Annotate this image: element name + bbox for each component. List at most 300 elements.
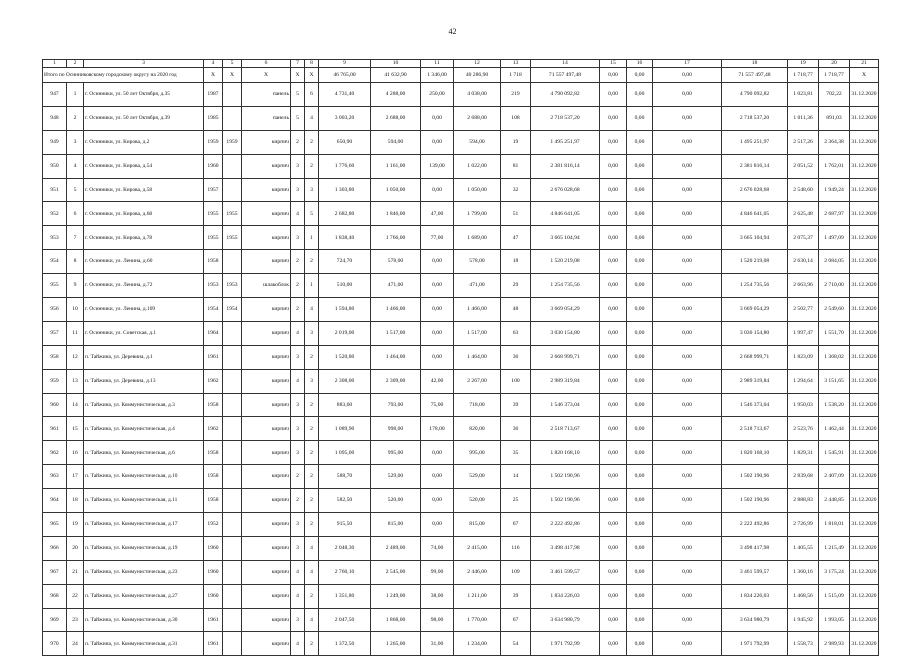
table-cell: 0,00 (653, 584, 722, 608)
column-number-cell: 6 (242, 60, 291, 68)
column-number-cell: 8 (305, 60, 319, 68)
table-cell: 2 517,26 (788, 130, 819, 154)
table-cell: 0,00 (653, 106, 722, 130)
table-cell: 965 (43, 513, 67, 537)
table-cell: 36 (501, 417, 531, 441)
table-cell (223, 393, 242, 417)
table-cell: 956 (43, 298, 67, 322)
table-cell: 0,00 (627, 417, 653, 441)
table-cell: 1964 (204, 321, 223, 345)
table-cell: 2 (305, 250, 319, 274)
table-row (43, 489, 879, 513)
column-number-cell: 1 (43, 60, 67, 68)
table-row (43, 154, 879, 178)
table-cell: 48 (501, 298, 531, 322)
table-cell: 4 038,00 (454, 83, 501, 107)
table-cell: панель (242, 106, 291, 130)
table-cell: 1 868,00 (371, 608, 421, 632)
table-cell: 0,00 (600, 513, 627, 537)
address-cell: п. Тайжина, ул. Коммунистическая, д.17 (84, 513, 204, 537)
table-cell: 3 461 599,57 (722, 560, 788, 584)
table-cell: 0,00 (653, 202, 722, 226)
table-cell: 2 548,60 (788, 178, 819, 202)
table-cell: 31.12.2020 (850, 369, 879, 393)
table-cell: 31.12.2020 (850, 345, 879, 369)
table-cell: 1959 (204, 130, 223, 154)
table-cell: 3 (291, 536, 305, 560)
table-cell: 0,00 (600, 321, 627, 345)
table-cell: 3 (291, 226, 305, 250)
table-cell: 2 726,99 (788, 513, 819, 537)
table-row (43, 608, 879, 632)
table-cell: 820,00 (454, 417, 501, 441)
table-cell: 529,00 (371, 465, 421, 489)
table-cell: 4 846 641,05 (722, 202, 788, 226)
table-cell: 1961 (204, 608, 223, 632)
table-cell: 4 846 641,05 (531, 202, 600, 226)
table-cell: 1958 (204, 465, 223, 489)
total-cell: 1 346,00 (421, 68, 454, 83)
table-cell: 31.12.2020 (850, 226, 879, 250)
table-cell: 951 (43, 178, 67, 202)
table-cell: 0,00 (653, 345, 722, 369)
table-cell: 2 668 999,71 (722, 345, 788, 369)
table-row (43, 202, 879, 226)
table-cell: 2 047,50 (319, 608, 371, 632)
table-cell: 1 820 168,10 (722, 441, 788, 465)
table-cell: 13 (67, 369, 84, 393)
table-cell: 4 790 092,82 (531, 83, 600, 107)
table-cell: 100 (501, 369, 531, 393)
table-cell: 2 549,60 (819, 298, 850, 322)
table-cell: 1 468,56 (788, 584, 819, 608)
table-cell: кирпич (242, 393, 291, 417)
column-number-cell: 15 (600, 60, 627, 68)
table-cell: 0,00 (627, 608, 653, 632)
table-cell: 582,50 (319, 489, 371, 513)
table-cell: 36 (501, 345, 531, 369)
table-cell: 1958 (204, 441, 223, 465)
table-cell: 2 676 028,68 (531, 178, 600, 202)
table-cell: 54 (501, 632, 531, 656)
table-cell: 1 405,55 (788, 536, 819, 560)
table-cell: 957 (43, 321, 67, 345)
table-cell: 1 497,09 (819, 226, 850, 250)
table-cell: 109 (501, 560, 531, 584)
table-cell: 2 989 319,84 (531, 369, 600, 393)
table-cell: 0,00 (627, 178, 653, 202)
table-cell: 2 888,83 (788, 489, 819, 513)
table-cell: 0,00 (600, 632, 627, 656)
table-cell: 0,00 (653, 417, 722, 441)
address-cell: п. Тайжина, ул. Деревина, д.1 (84, 345, 204, 369)
table-cell: 31.12.2020 (850, 154, 879, 178)
table-cell: 0,00 (600, 250, 627, 274)
table-cell: 1 520 219,08 (531, 250, 600, 274)
column-number-cell: 14 (531, 60, 600, 68)
table-cell: 995,00 (371, 441, 421, 465)
table-cell: 1 538,20 (819, 393, 850, 417)
table-cell (223, 441, 242, 465)
address-cell: г. Осинники, ул. Кирова, д.54 (84, 154, 204, 178)
table-cell: 31.12.2020 (850, 298, 879, 322)
table-cell: 702,22 (819, 83, 850, 107)
table-cell: кирпич (242, 298, 291, 322)
table-cell: 42,00 (421, 369, 454, 393)
table-cell: 0,00 (653, 154, 722, 178)
table-cell: 947 (43, 83, 67, 107)
column-number-cell: 20 (819, 60, 850, 68)
table-cell: 3 669 054,29 (531, 298, 600, 322)
table-cell: 0,00 (653, 489, 722, 513)
table-cell: 3 151,65 (819, 369, 850, 393)
table-cell: 520,00 (454, 489, 501, 513)
total-cell: X (850, 68, 879, 83)
table-cell: 2 448,85 (819, 489, 850, 513)
table-row (43, 83, 879, 107)
address-cell: г. Осинники, ул. Советская, д.1 (84, 321, 204, 345)
table-cell: 2 989,93 (819, 632, 850, 656)
table-cell (223, 369, 242, 393)
table-cell: 1962 (204, 417, 223, 441)
total-cell: 0,00 (627, 68, 653, 83)
table-cell: 0,00 (627, 106, 653, 130)
table-cell: 0,00 (600, 417, 627, 441)
table-cell: 2 381 816,14 (531, 154, 600, 178)
table-cell: 0,00 (627, 130, 653, 154)
table-cell: 3 (291, 417, 305, 441)
table-cell: 1 (305, 274, 319, 298)
table-cell: 7 (67, 226, 84, 250)
table-cell: кирпич (242, 202, 291, 226)
table-cell: 578,00 (371, 250, 421, 274)
table-cell: 948 (43, 106, 67, 130)
table-cell: 0,00 (627, 393, 653, 417)
table-cell: 67 (501, 608, 531, 632)
column-number-cell: 19 (788, 60, 819, 68)
table-cell: 4 (291, 369, 305, 393)
table-row (43, 226, 879, 250)
table-row (43, 393, 879, 417)
table-cell: 0,00 (653, 465, 722, 489)
table-row (43, 536, 879, 560)
table-cell: 1 520,80 (319, 345, 371, 369)
total-cell: 71 557 497,48 (531, 68, 600, 83)
table-row (43, 584, 879, 608)
table-cell: 2 710,00 (819, 274, 850, 298)
table-cell: 22 (67, 584, 84, 608)
table-cell: 75,00 (421, 393, 454, 417)
table-cell (223, 154, 242, 178)
table-cell: кирпич (242, 560, 291, 584)
page-number: 42 (448, 27, 457, 36)
table-cell (223, 489, 242, 513)
table-cell: 31.12.2020 (850, 536, 879, 560)
table-cell: 6 (67, 202, 84, 226)
table-cell: 594,00 (454, 130, 501, 154)
table-cell: 4 731,40 (319, 83, 371, 107)
table-cell: 0,00 (627, 226, 653, 250)
table-cell: 0,00 (600, 608, 627, 632)
table-cell (223, 250, 242, 274)
table-cell: 3 (291, 154, 305, 178)
table-cell: 0,00 (653, 560, 722, 584)
table-cell: 0,00 (627, 83, 653, 107)
table-cell: 2 489,00 (371, 536, 421, 560)
table-cell: 954 (43, 250, 67, 274)
table-cell: кирпич (242, 226, 291, 250)
table-cell: 1 502 190,96 (531, 465, 600, 489)
total-label: Итого по Осинниковскому городскому округу на 2020 год (43, 68, 204, 83)
table-cell: 1953 (223, 274, 242, 298)
table-cell: 1961 (204, 632, 223, 656)
table-cell: 1 303,80 (319, 178, 371, 202)
table-cell: 5 (305, 202, 319, 226)
table-cell: 3 (291, 393, 305, 417)
table-cell: кирпич (242, 154, 291, 178)
table-cell: 0,00 (600, 130, 627, 154)
table-cell: 12 (67, 345, 84, 369)
table-cell: 0,00 (600, 536, 627, 560)
table-cell: 31.12.2020 (850, 321, 879, 345)
table-cell: 20 (67, 536, 84, 560)
table-cell: 1954 (204, 298, 223, 322)
table-cell: 5 (291, 83, 305, 107)
table-cell: 0,00 (600, 154, 627, 178)
table-cell: 3 461 599,57 (531, 560, 600, 584)
column-number-cell: 12 (454, 60, 501, 68)
table-cell: 1 050,00 (371, 178, 421, 202)
address-cell: п. Тайжина, ул. Коммунистическая, д.30 (84, 608, 204, 632)
table-cell: кирпич (242, 178, 291, 202)
table-cell: 2 676 028,68 (722, 178, 788, 202)
table-cell: 1960 (204, 154, 223, 178)
table-cell (223, 560, 242, 584)
table-cell: 650,90 (319, 130, 371, 154)
table-cell: 0,00 (653, 321, 722, 345)
table-cell: 0,00 (653, 130, 722, 154)
table-cell: 0,00 (600, 202, 627, 226)
table-cell: 0,00 (421, 274, 454, 298)
table-cell: 718,00 (454, 393, 501, 417)
table-cell: 8 (67, 250, 84, 274)
table-cell: 23 (67, 608, 84, 632)
table-cell: 1 495 251,97 (531, 130, 600, 154)
table-cell: 39 (501, 584, 531, 608)
table-row (43, 465, 879, 489)
table-cell: 1 462,44 (819, 417, 850, 441)
table-cell: 2 446,00 (454, 560, 501, 584)
table-cell: 2 (305, 130, 319, 154)
table-cell: 4 (291, 321, 305, 345)
table-row (43, 274, 879, 298)
table-cell: 3 030 154,80 (722, 321, 788, 345)
table-cell: 1 818,01 (819, 513, 850, 537)
table-row (43, 513, 879, 537)
address-cell: п. Тайжина, ул. Коммунистическая, д.4 (84, 417, 204, 441)
table-cell: 2 (305, 154, 319, 178)
table-cell: 1 023,81 (788, 83, 819, 107)
table-cell: 0,00 (627, 369, 653, 393)
table-cell: 39 (501, 393, 531, 417)
address-cell: г. Осинники, ул. Кирова, д.58 (84, 178, 204, 202)
table-cell: 1960 (204, 536, 223, 560)
table-cell: 2 (305, 345, 319, 369)
table-cell: 4 (305, 298, 319, 322)
table-cell: 4 288,00 (371, 83, 421, 107)
table-cell: 1 997,47 (788, 321, 819, 345)
table-cell: 2 222 492,86 (531, 513, 600, 537)
table-cell: 0,00 (627, 274, 653, 298)
table-cell: 74,00 (421, 536, 454, 560)
table-cell (223, 513, 242, 537)
table-cell: 108 (501, 106, 531, 130)
table-cell: 2 (291, 465, 305, 489)
table-cell: 51 (501, 202, 531, 226)
table-cell: 47 (501, 226, 531, 250)
address-cell: п. Тайжина, ул. Коммунистическая, д.10 (84, 465, 204, 489)
table-cell: 510,00 (319, 274, 371, 298)
table-cell: 1 050,00 (454, 178, 501, 202)
table-cell: 1 776,60 (319, 154, 371, 178)
table-cell: 31,00 (421, 632, 454, 656)
table-cell: 1954 (223, 298, 242, 322)
table-cell: 1 294,64 (788, 369, 819, 393)
table-cell: 31.12.2020 (850, 417, 879, 441)
table-cell: кирпич (242, 536, 291, 560)
table-cell (223, 106, 242, 130)
table-cell: 16 (67, 441, 84, 465)
table-cell: 29 (501, 274, 531, 298)
table-cell: 3 (305, 178, 319, 202)
table-row (43, 632, 879, 656)
address-cell: г. Осинники, ул. Кирова, д.68 (84, 202, 204, 226)
table-row (43, 345, 879, 369)
table-cell: 1 249,00 (371, 584, 421, 608)
table-cell: 0,00 (600, 441, 627, 465)
table-cell: 1 762,01 (819, 154, 850, 178)
table-cell: 0,00 (653, 536, 722, 560)
table-cell: 1987 (204, 83, 223, 107)
table-cell: 3 003,20 (319, 106, 371, 130)
table-cell: 3 (305, 321, 319, 345)
table-cell: 950 (43, 154, 67, 178)
table-row (43, 560, 879, 584)
table-cell: 3 (291, 178, 305, 202)
table-cell: 724,70 (319, 250, 371, 274)
table-row (43, 321, 879, 345)
table-cell: 2 687,97 (819, 202, 850, 226)
table-cell: 0,00 (627, 489, 653, 513)
column-number-cell: 4 (204, 60, 223, 68)
table-cell: кирпич (242, 608, 291, 632)
table-cell: 2 (305, 584, 319, 608)
housing-register-table (42, 59, 879, 656)
table-cell: 1958 (204, 489, 223, 513)
table-cell: 1959 (223, 130, 242, 154)
table-cell: 0,00 (627, 536, 653, 560)
table-cell: 6 (305, 83, 319, 107)
table-cell: 960 (43, 393, 67, 417)
table-cell: 815,00 (454, 513, 501, 537)
table-cell: 0,00 (600, 274, 627, 298)
total-cell: X (305, 68, 319, 83)
table-cell: 77,00 (421, 226, 454, 250)
table-cell: 14 (501, 465, 531, 489)
table-cell: 1 820 168,10 (531, 441, 600, 465)
table-cell: 0,00 (600, 465, 627, 489)
table-cell (223, 632, 242, 656)
column-number-cell: 2 (67, 60, 84, 68)
table-cell: 2 523,76 (788, 417, 819, 441)
table-cell: 995,00 (454, 441, 501, 465)
total-cell: 1 718,77 (788, 68, 819, 83)
total-cell: X (204, 68, 223, 83)
table-cell: 3 634 980,79 (531, 608, 600, 632)
table-cell: 3 175,24 (819, 560, 850, 584)
table-cell: 970 (43, 632, 67, 656)
table-cell: кирпич (242, 130, 291, 154)
table-cell: 18 (67, 489, 84, 513)
table-cell: 0,00 (627, 465, 653, 489)
table-cell: 2 (305, 465, 319, 489)
table-cell: 0,00 (627, 345, 653, 369)
table-cell: 2 718 537,20 (722, 106, 788, 130)
table-cell: 9 (67, 274, 84, 298)
table-cell: 883,60 (319, 393, 371, 417)
table-cell: 891,03 (819, 106, 850, 130)
table-cell (223, 417, 242, 441)
table-cell: 0,00 (421, 513, 454, 537)
table-cell: 11 (67, 321, 84, 345)
address-cell: г. Осинники, ул. Ленина, д.60 (84, 250, 204, 274)
table-cell: 0,00 (627, 584, 653, 608)
table-cell: 2 668 999,71 (531, 345, 600, 369)
table-cell: 31.12.2020 (850, 608, 879, 632)
table-cell: 2 (291, 298, 305, 322)
table-cell: 3 498 417,98 (722, 536, 788, 560)
table-cell: 594,00 (371, 130, 421, 154)
table-cell: 2 075,37 (788, 226, 819, 250)
table-cell: кирпич (242, 369, 291, 393)
table-cell: 2 308,00 (319, 369, 371, 393)
table-cell: 2 (67, 106, 84, 130)
table-cell: 0,00 (653, 393, 722, 417)
table-cell: 1 466,00 (371, 298, 421, 322)
table-cell: 31.12.2020 (850, 584, 879, 608)
address-cell: г. Осинники, ул. Кирова, д.2 (84, 130, 204, 154)
table-cell: 0,00 (421, 441, 454, 465)
table-cell: 1960 (204, 560, 223, 584)
table-cell: 2 309,00 (371, 369, 421, 393)
address-cell: п. Тайжина, ул. Коммунистическая, д.3 (84, 393, 204, 417)
table-cell: 4 (291, 560, 305, 584)
total-cell: X (242, 68, 291, 83)
table-cell: 31.12.2020 (850, 250, 879, 274)
table-cell: 63 (501, 321, 531, 345)
table-cell: 1952 (204, 513, 223, 537)
table-cell: 0,00 (600, 369, 627, 393)
table-cell: 3 665 104,94 (531, 226, 600, 250)
table-cell: 0,00 (627, 298, 653, 322)
table-cell: 2 989 319,84 (722, 369, 788, 393)
table-cell: 31.12.2020 (850, 202, 879, 226)
column-number-cell: 18 (722, 60, 788, 68)
table-cell: 0,00 (653, 513, 722, 537)
table-cell: 969 (43, 608, 67, 632)
table-cell: 25 (501, 489, 531, 513)
total-cell: 1 718,77 (819, 68, 850, 83)
